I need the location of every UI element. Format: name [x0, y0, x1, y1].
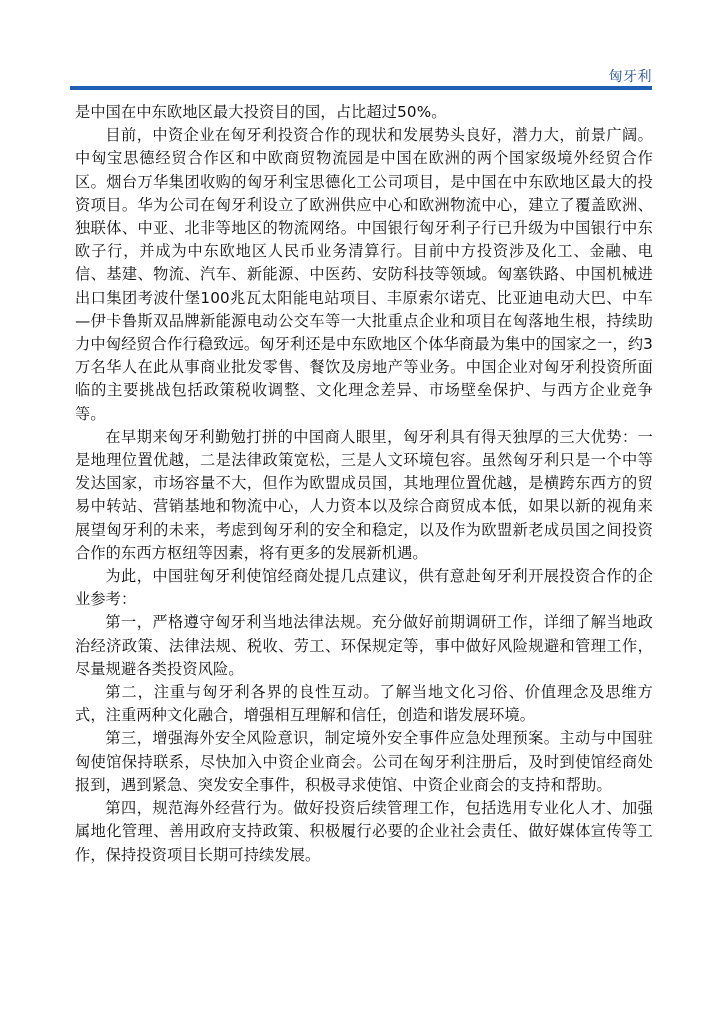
paragraph-suggestion-4: 第四，规范海外经营行为。做好投资后续管理工作，包括选用专业化人才、加强属地化管理、善用政府支持政策、积极履行必要的企业社会责任、做好媒体宣传等工作，保持投资项目长期可持续发展。	[75, 799, 653, 864]
paragraph-suggestion-2: 第二，注重与匈牙利各界的良性互动。了解当地文化习俗、价值理念及思维方式，注重两种文化融合，增强相互理解和信任，创造和谐发展环境。	[75, 683, 653, 725]
paragraph-suggestions-intro: 为此，中国驻匈牙利使馆经商处提几点建议，供有意赴匈牙利开展投资合作的企业参考：	[75, 567, 653, 609]
paragraph-current-status: 目前，中资企业在匈牙利投资合作的现状和发展势头良好，潜力大，前景广阔。中匈宝思德经贸合作区和中欧商贸物流园是中国在欧洲的两个国家级境外经贸合作区。烟台万华集团收购的匈牙利宝思德化工公司项目，是中国在中东欧地区最大的投资项目。华为公司在匈牙利设立了欧洲供应中心和欧洲物流中心，建立了覆盖欧洲、独联体、中亚、北非等地区的物流网络。中国银行匈牙利子行已升级为中国银行中东欧子行，并成为中东欧地区人民币业务清算行。目前中方投资涉及化工、金融、电信、基建、物流、汽车、新能源、中医药、安防科技等领域。匈塞铁路、中国机械进出口集团考波什堡100兆瓦太阳能电站项目、丰原索尔诺克、比亚迪电动大巴、中车—伊卡鲁斯双品牌新能源电动公交车等一大批重点企业和项目在匈落地生根，持续助力中匈经贸合作行稳致远。匈牙利还是中东欧地区个体华商最为集中的国家之一，约3万名华人在此从事商业批发零售、餐饮及房地产等业务。中国企业对匈牙利投资所面临的主要挑战包括政策税收调整、文化理念差异、市场壁垒保护、与西方企业竞争等。	[75, 126, 653, 423]
body-text	[75, 101, 653, 867]
running-header-title: 匈牙利	[608, 69, 652, 85]
paragraph-advantages: 在早期来匈牙利勤勉打拼的中国商人眼里，匈牙利具有得天独厚的三大优势：一是地理位置优越，二是法律政策宽松，三是人文环境包容。虽然匈牙利只是一个中等发达国家，市场容量不大，但作为欧盟成员国，其地理位置优越，是横跨东西方的贸易中转站、营销基地和物流中心，人力资本以及综合商贸成本低，如果以新的视角来展望匈牙利的未来，考虑到匈牙利的安全和稳定，以及作为欧盟新老成员国之间投资合作的东西方枢纽等因素，将有更多的发展新机遇。	[75, 427, 653, 562]
paragraph-suggestion-3: 第三，增强海外安全风险意识，制定境外安全事件应急处理预案。主动与中国驻匈使馆保持联系，尽快加入中资企业商会。公司在匈牙利注册后，及时到使馆经商处报到，遇到紧急、突发安全事件，积极寻求使馆、中资企业商会的支持和帮助。	[75, 729, 653, 794]
paragraph-continuation: 是中国在中东欧地区最大投资目的国，占比超过50%。	[75, 103, 447, 121]
paragraph-suggestion-1: 第一，严格遵守匈牙利当地法律法规。充分做好前期调研工作，详细了解当地政治经济政策、法律法规、税收、劳工、环保规定等，事中做好风险规避和管理工作，尽量规避各类投资风险。	[75, 613, 653, 678]
header-rule	[70, 86, 652, 90]
